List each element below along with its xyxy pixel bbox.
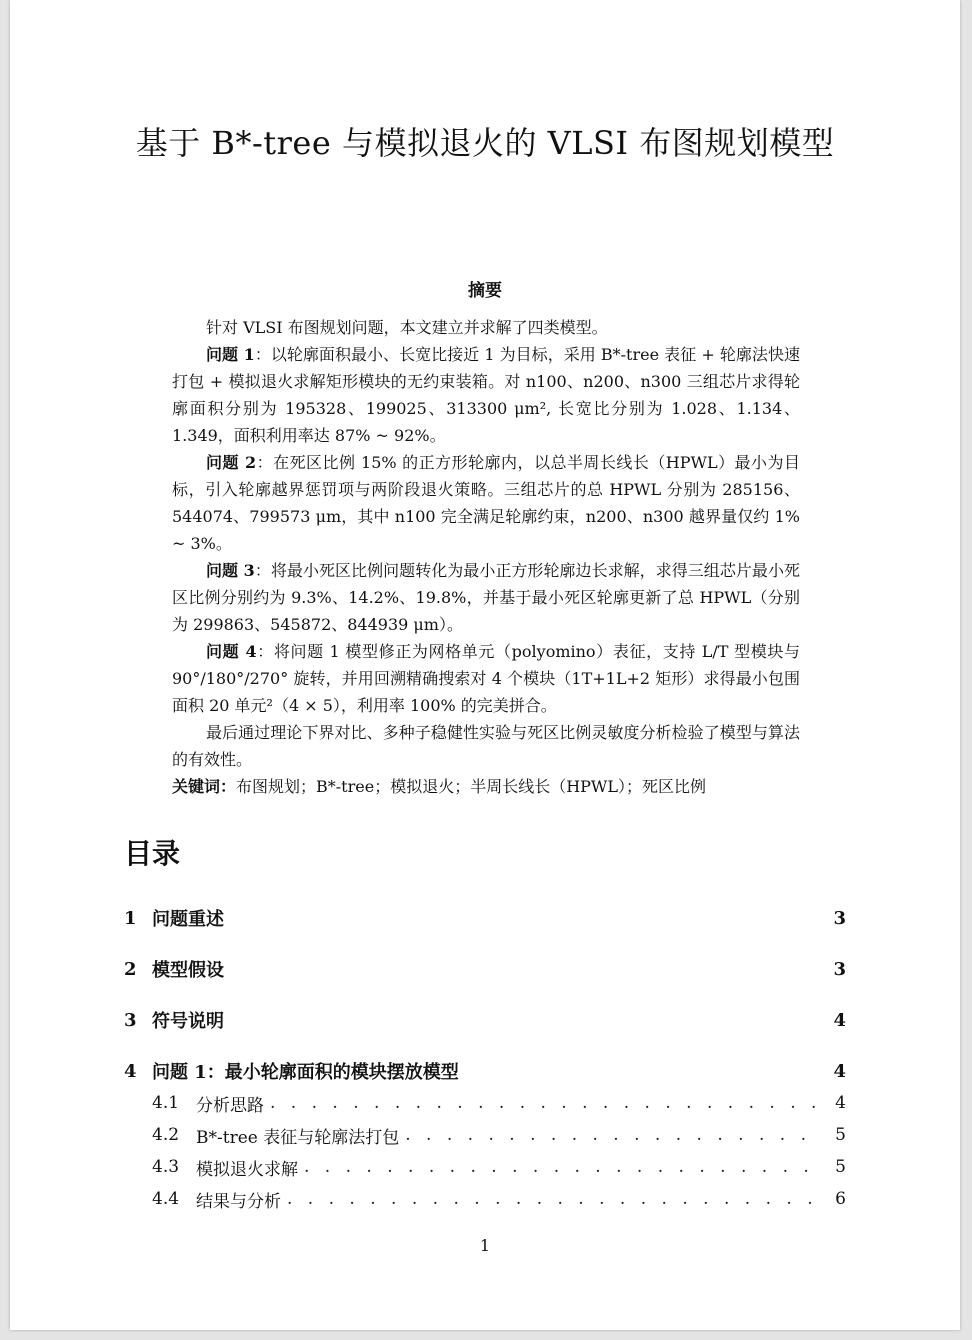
toc-entry-number: 3 — [124, 1009, 137, 1031]
abstract-body — [172, 314, 800, 800]
toc-leader — [287, 1189, 820, 1209]
toc-entry[interactable] — [124, 1186, 846, 1212]
toc-entry-page: 6 — [835, 1189, 846, 1209]
toc-entry-title: 问题重述 — [152, 909, 224, 930]
toc-entry[interactable] — [124, 956, 846, 982]
toc-entry-title: 结果与分析 — [196, 1191, 281, 1212]
toc-heading: 目录 — [124, 837, 181, 870]
keywords-text: 布图规划；B*-tree；模拟退火；半周长线长（HPWL）；死区比例 — [236, 777, 706, 796]
toc-entry-title: 分析思路 — [196, 1095, 264, 1116]
page-number: 1 — [479, 1236, 491, 1255]
abstract-problem-3 — [172, 557, 800, 638]
toc-entry-page: 4 — [835, 1093, 846, 1113]
toc-entry-page: 4 — [833, 1009, 846, 1031]
toc-entry-page: 3 — [833, 907, 846, 929]
problem-3-label: 问题 3 — [206, 561, 255, 580]
toc-entry-number: 1 — [124, 907, 137, 929]
toc-entry-number: 4.3 — [152, 1157, 180, 1177]
toc-entry[interactable] — [124, 1058, 846, 1084]
toc-entry-page: 5 — [835, 1157, 846, 1177]
toc-entry-number: 4.2 — [152, 1125, 180, 1145]
keywords — [172, 773, 800, 800]
document-page — [10, 0, 960, 1330]
problem-4-text: ：将问题 1 模型修正为网格单元（polyomino）表征，支持 L/T 型模块与 90°/180°/270° 旋转，并用回溯精确搜索对 4 个模块（1T+1L+2 矩形）求得最小包围面积 20 单元²（4 × 5），利用率 100% 的完美拼合。 — [172, 642, 800, 715]
toc-entry[interactable] — [124, 1154, 846, 1180]
toc-entry-number: 4.4 — [152, 1189, 180, 1209]
abstract-problem-4 — [172, 638, 800, 719]
toc-entry-title: B*-tree 表征与轮廓法打包 — [196, 1127, 400, 1148]
problem-4-label: 问题 4 — [206, 642, 257, 661]
toc-entry[interactable] — [124, 905, 846, 931]
toc-entry[interactable] — [124, 1007, 846, 1033]
toc-entry-title: 符号说明 — [152, 1011, 224, 1032]
problem-3-text: ：将最小死区比例问题转化为最小正方形轮廓边长求解，求得三组芯片最小死区比例分别约为 9.3%、14.2%、19.8%，并基于最小死区轮廓更新了总 HPWL（分别为 299863、545872、844939 μm）。 — [172, 561, 800, 634]
toc-entry-number: 4 — [124, 1060, 137, 1082]
problem-2-text: ：在死区比例 15% 的正方形轮廓内，以总半周长线长（HPWL）最小为目标，引入轮廓越界惩罚项与两阶段退火策略。三组芯片的总 HPWL 分别为 285156、544074、799573 μm，其中 n100 完全满足轮廓约束，n200、n300 越界量仅约 1% ~ 3%。 — [172, 453, 800, 553]
abstract-heading: 摘要 — [468, 281, 502, 301]
toc-entry[interactable] — [124, 1122, 846, 1148]
toc-entry-page: 3 — [833, 958, 846, 980]
toc-entry-title: 问题 1：最小轮廓面积的模块摆放模型 — [152, 1062, 459, 1083]
paper-title: 基于 B*-tree 与模拟退火的 VLSI 布图规划模型 — [135, 124, 835, 162]
toc-entry-title: 模拟退火求解 — [196, 1159, 298, 1180]
toc-leader — [304, 1157, 820, 1177]
toc-entry-page: 5 — [835, 1125, 846, 1145]
toc-entry[interactable] — [124, 1090, 846, 1116]
toc-entry-title: 模型假设 — [152, 960, 224, 981]
problem-2-label: 问题 2 — [206, 453, 257, 472]
abstract-closing: 最后通过理论下界对比、多种子稳健性实验与死区比例灵敏度分析检验了模型与算法的有效性。 — [172, 723, 800, 769]
toc-entry-page: 4 — [833, 1060, 846, 1082]
keywords-label: 关键词： — [172, 777, 237, 796]
abstract-problem-2 — [172, 449, 800, 557]
toc-leader — [405, 1125, 820, 1145]
toc-leader — [270, 1093, 820, 1113]
abstract-intro: 针对 VLSI 布图规划问题，本文建立并求解了四类模型。 — [206, 318, 608, 337]
abstract-problem-1 — [172, 341, 800, 449]
problem-1-label: 问题 1 — [206, 345, 255, 364]
toc-entry-number: 2 — [124, 958, 137, 980]
toc-entry-number: 4.1 — [152, 1093, 180, 1113]
problem-1-text: ：以轮廓面积最小、长宽比接近 1 为目标，采用 B*-tree 表征 + 轮廓法快速打包 + 模拟退火求解矩形模块的无约束装箱。对 n100、n200、n300 三组芯片求得轮廓面积分别为 195328、199025、313300 μm², 长宽比分别为 1.028、1.134、1.349，面积利用率达 87% ~ 92%。 — [172, 345, 800, 445]
